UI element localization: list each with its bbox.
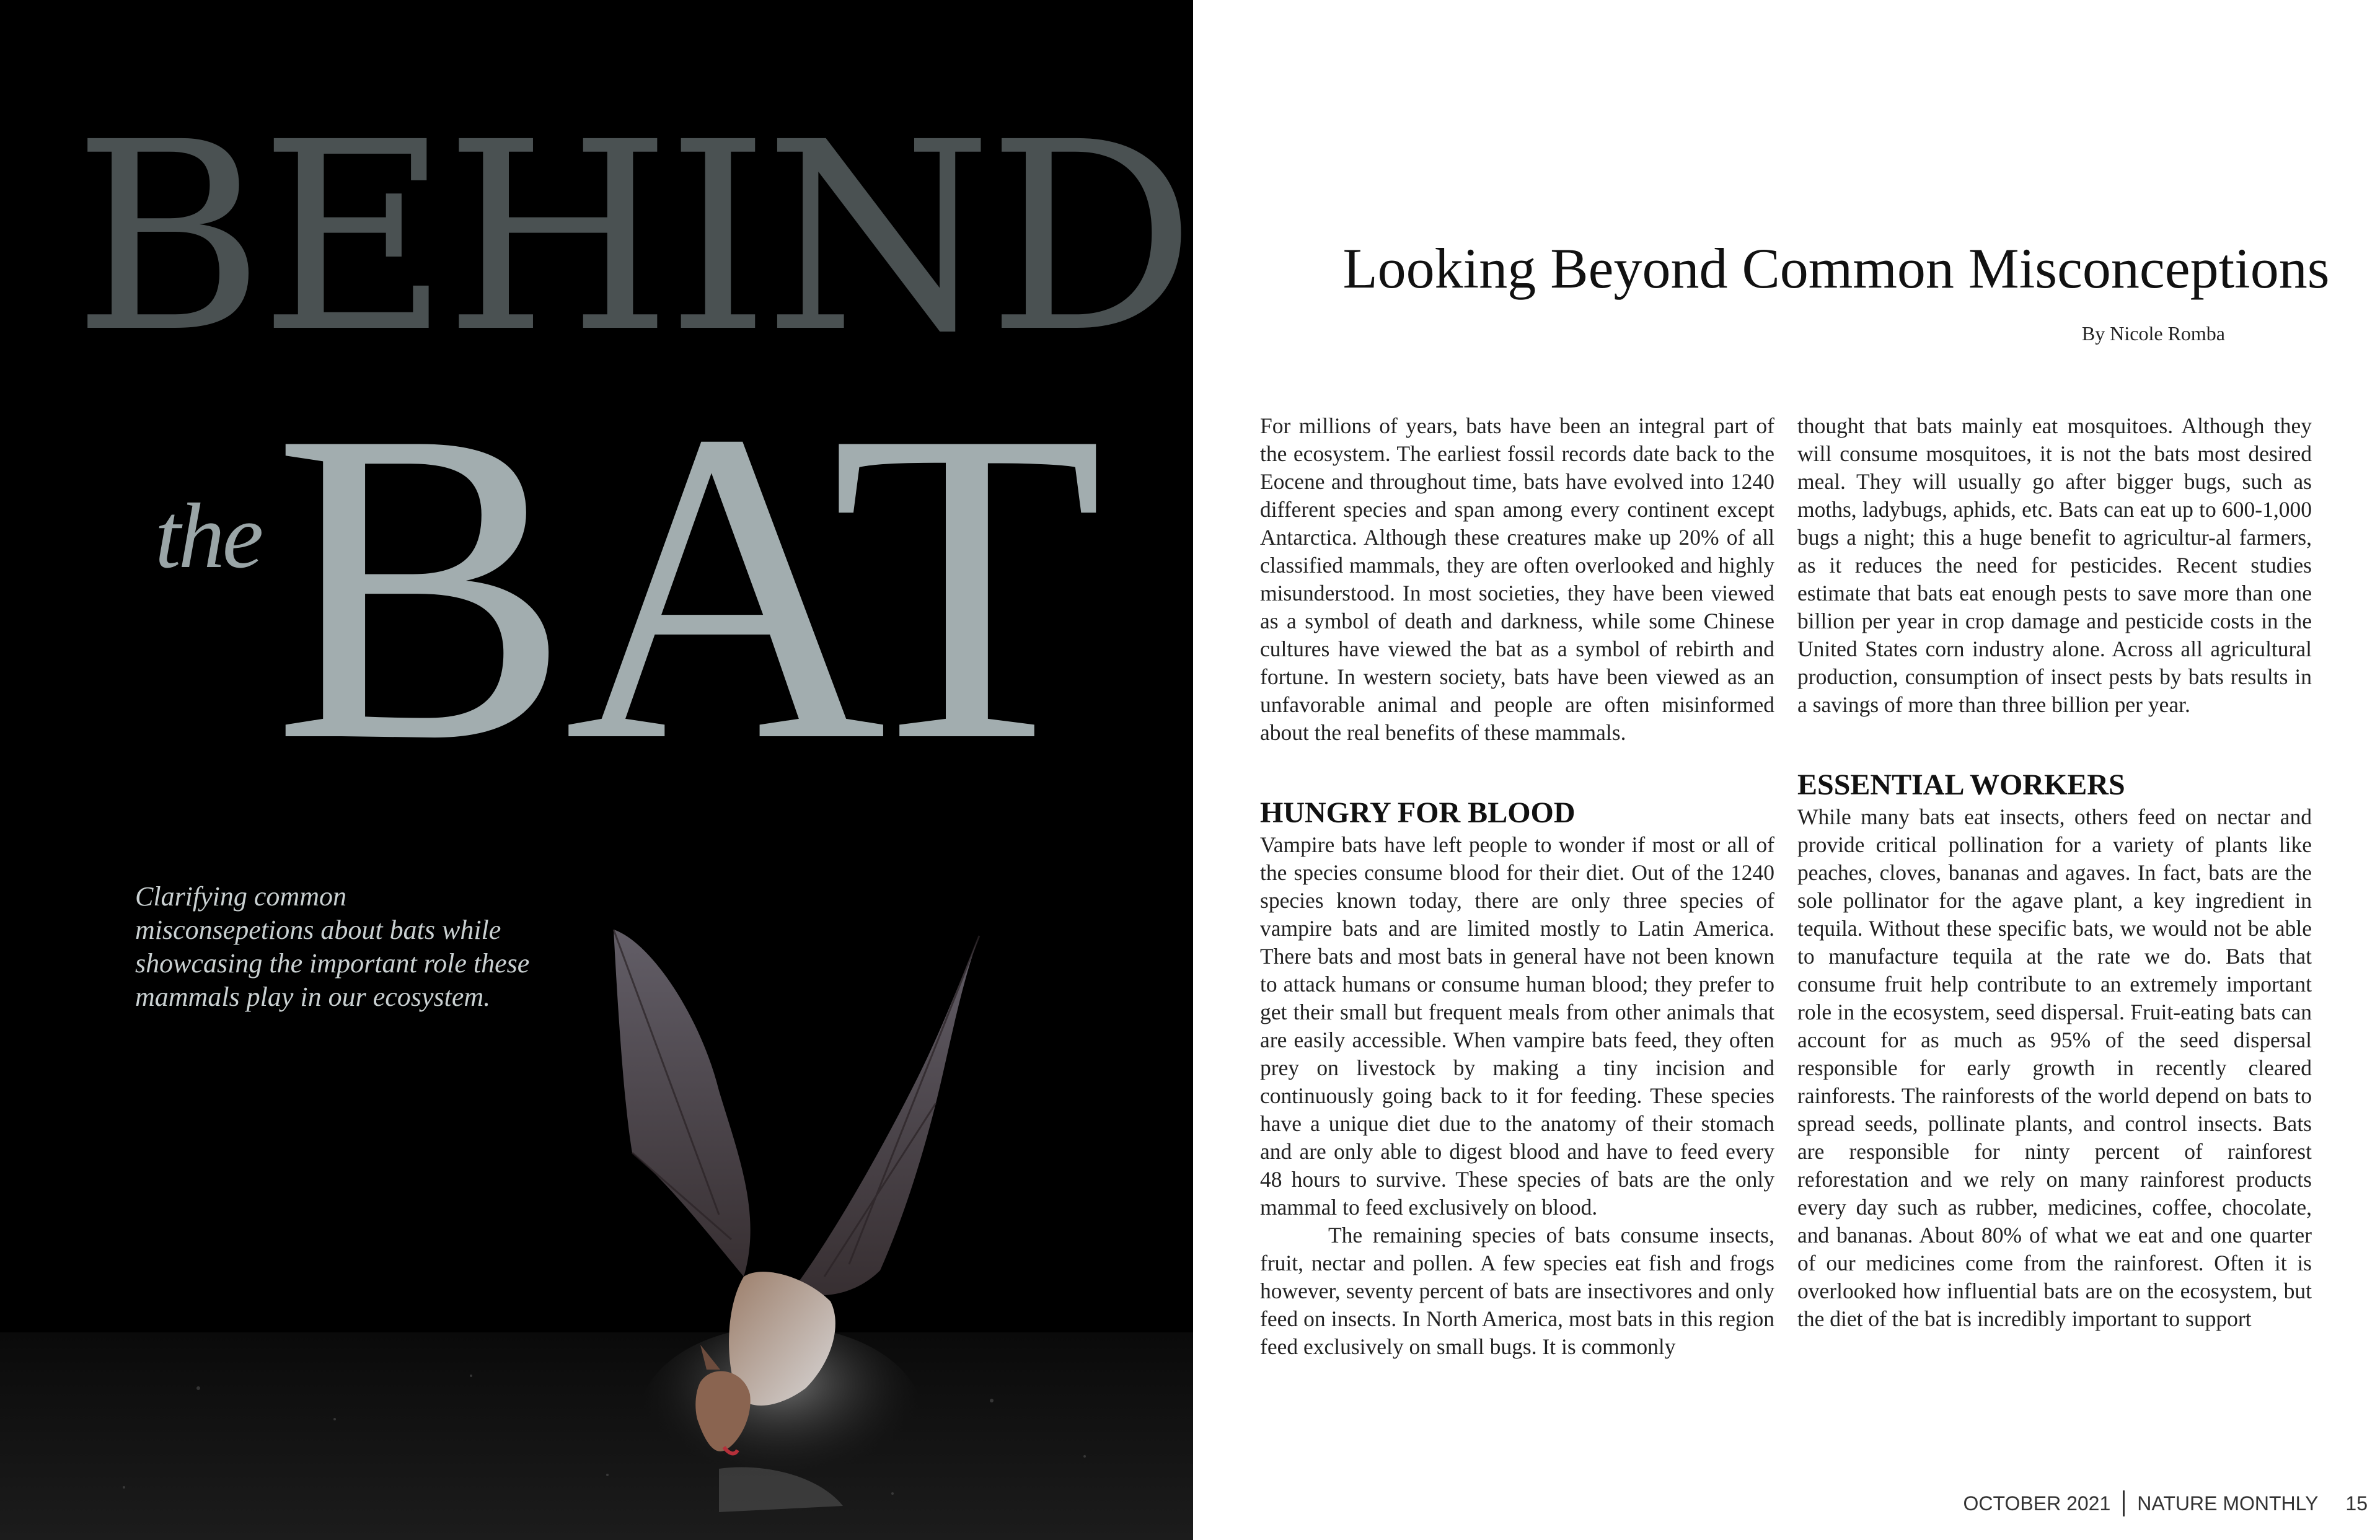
title-bat: BAT — [273, 338, 1098, 833]
section1-paragraph-1: Vampire bats have left people to wonder if most or all of the species consume blood for their diet. Out of the 1240 species known today, there are only three species of vampire bats and are limited mostly to Latin America. There bats and most bats in general have not been known to attack humans or consume human blood; they prefer to get their small but frequent meals from other animals that are easily accessible. When vampire bats feed, they often prey on livestock by making a tiny incision and continuously going back to it for feeding. These species have a unique diet due to the anatomy of their stomach and are only able to digest blood and have to feed every 48 hours to survive. These species of bats are the only mammal to feed exclusively on blood. — [1260, 832, 1774, 1220]
bat-photo — [558, 892, 1004, 1512]
footer-divider — [2123, 1490, 2125, 1516]
cover-subtitle: Clarifying common misconsepetions about bats while showcasing the important role these mammals play in our ecosystem. — [135, 881, 530, 1012]
footer-date: OCTOBER 2021 — [1963, 1492, 2111, 1515]
article-byline: By Nicole Romba — [2081, 322, 2225, 345]
section1-paragraph-2: The remaining species of bats consume insects, fruit, nectar and pollen. A few species eat fish and frogs however, seventy percent of bats are insectivores and only feed on insects. In North America, most bats in this region feed exclusively on small bugs. It is commonly — [1260, 1223, 1774, 1359]
article-headline: Looking Beyond Common Misconceptions — [1342, 237, 2330, 300]
col2-paragraph-1: thought that bats mainly eat mosquitoes. Although they will consume mosquitoes, it is not the bats most desired meal. They will usually go after bigger bugs, such as moths, ladybugs, aphids, etc. Bats can eat up to 600-1,000 bugs a night; this a huge benefit to agricultur-al farmers, as it reduces the need for pesticides. Recent studies estimate that bats eat enough pests to save more than one billion per year in crop damage and pesticide costs in the United States corn industry alone. Across all agricultural production, consumption of insect pests by bats results in a savings of more than three billion per year. — [1797, 413, 2312, 717]
bat-left-wing — [614, 930, 751, 1277]
footer-magazine: NATURE MONTHLY — [2137, 1492, 2319, 1515]
article-column-1 — [1260, 412, 1774, 1361]
article-column-2 — [1797, 412, 2312, 1333]
section-heading-essential-workers: ESSENTIAL WORKERS — [1797, 768, 2125, 801]
title-behind: BEHIND — [73, 87, 1191, 390]
title-the: the — [155, 485, 262, 587]
bat-head — [695, 1371, 750, 1451]
page-number: 15 — [2345, 1492, 2368, 1515]
article-page — [1193, 0, 2380, 1540]
bat-right-wing — [793, 936, 979, 1295]
section-heading-hungry-for-blood: HUNGRY FOR BLOOD — [1260, 796, 1576, 829]
section2-paragraph-1: While many bats eat insects, others feed on nectar and provide critical pollination for a variety of plants like peaches, cloves, bananas and agaves. In fact, bats are the sole pollinator for the agave plant, a key ingredient in tequila. Without these specific bats, we would not be able to manufacture tequila at the rate we do. Bats that consume fruit help contribute to an extremely important role in the ecosystem, seed dispersal. Fruit-eating bats can account for as much as 95% of the seed dispersal responsible for early growth in recently cleared rainforests. The rainforests of the world depend on bats to spread seeds, pollinate plants, and control insects. Bats are responsible for ninty percent of rainforest reforestation and we rely on many rainforest products every day such as rubber, medicines, coffee, chocolate, and bananas. About 80% of what we eat and one quarter of our medicines come from the rainforest. Often it is overlooked how influential bats are on the ecosystem, but the diet of the bat is incredibly important to support — [1797, 804, 2312, 1331]
intro-paragraph: For millions of years, bats have been an integral part of the ecosystem. The earliest fossil records date back to the Eocene and throughout time, bats have evolved into 1240 different species and span among every continent except Antarctica. Although these creatures make up 20% of all classified mammals, they are often overlooked and highly misunderstood. In most societies, they have been viewed as a symbol of death and darkness, while some Chinese cultures have viewed the bat as a symbol of rebirth and fortune. In western society, bats have been viewed as an unfavorable animal and people are often misinformed about the real benefits of these mammals. — [1260, 413, 1774, 745]
page-footer — [1963, 1490, 2368, 1516]
